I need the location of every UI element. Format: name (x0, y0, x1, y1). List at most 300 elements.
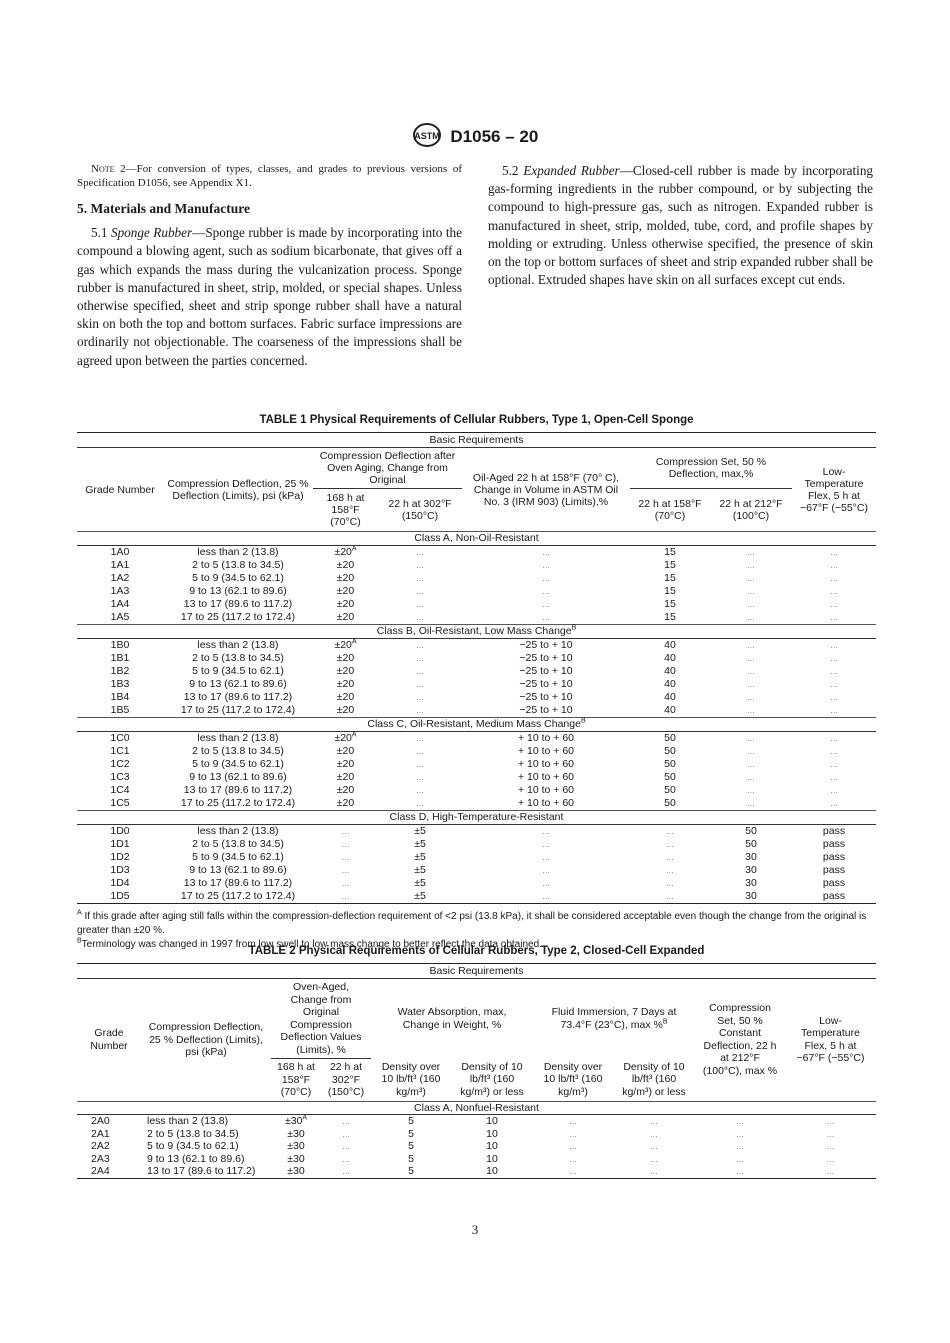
fluid-b-cell: ... (650, 1141, 658, 1151)
aging-a-cell: ±20 (336, 585, 355, 597)
set-a-cell: 15 (664, 572, 676, 584)
table-row (77, 678, 876, 691)
table-row (77, 704, 876, 718)
section-heading: 5. Materials and Manufacture (77, 201, 250, 216)
flex-cell: ... (826, 1153, 835, 1164)
deflection-cell: 2 to 5 (13.8 to 34.5) (192, 559, 284, 571)
grade-cell: 1D5 (110, 890, 130, 902)
aging-a-cell: ±20 (336, 572, 355, 584)
fluid-a-cell: ... (569, 1128, 577, 1139)
deflection-cell: 2 to 5 (13.8 to 34.5) (192, 745, 284, 757)
paragraph-5-1: 5.1 Sponge Rubber—Sponge rubber is made by incorporating into the compound a blowing agent, such as sodium bicarbonate, that gives off a gas which expands the mass during the vulcanization process. Sponge rubber is manufactured in sheet, strip, molded, or special shapes. Unless otherwise specified, sheet and strip sponge rubber shall have a natural skin on both the top and bottom surfaces. Fabric surface impressions are ordinarily not objectionable. The coarseness of the impressions shall be agreed upon between the parties concerned. (77, 225, 462, 368)
aging-a-cell: ... (341, 878, 350, 888)
deflection-cell: 9 to 13 (62.1 to 89.6) (189, 585, 287, 597)
aging-a-cell: ±20 (336, 758, 355, 770)
grade-cell: 1D2 (110, 851, 130, 863)
page-number: 3 (471, 1222, 479, 1237)
water-b-cell: 10 (486, 1127, 498, 1140)
flex-cell: ... (830, 772, 838, 782)
water-a-cell: 5 (408, 1115, 414, 1127)
aging-b-cell: ... (416, 705, 424, 715)
deflection-cell: less than 2 (13.8) (197, 639, 279, 651)
aging-a-cell: ±20 (336, 652, 355, 664)
grade-cell: 1B5 (110, 704, 130, 716)
flex-cell: pass (822, 890, 846, 902)
set-b-cell: 30 (745, 877, 757, 889)
oven-b-cell: ... (342, 1128, 350, 1139)
note-2: Note 2—For conversion of types, classes, and grades to previous versions of Specification D1056, see Appendix X1. (77, 163, 462, 189)
aging-b-cell: ... (416, 679, 424, 689)
flex-cell: ... (830, 586, 838, 596)
table-row (77, 784, 876, 797)
aging-a-cell: ±20 (336, 745, 355, 757)
flex-cell: ... (830, 746, 838, 756)
table-row (77, 797, 876, 811)
table-2-caption: TABLE 2 Physical Requirements of Cellular Rubbers, Type 2, Closed-Cell Expanded (248, 945, 705, 957)
table-row (77, 559, 876, 572)
footnote-b: $^B$Terminology was changed in 1997 from low swell to low mass change to better reflect the data obtained. (77, 937, 542, 950)
table-row (77, 1140, 876, 1153)
deflection-cell: 17 to 25 (117.2 to 172.4) (180, 704, 296, 716)
deflection-cell: 9 to 13 (62.1 to 89.6) (147, 1152, 245, 1165)
grade-cell: 1A2 (110, 572, 130, 584)
water-a-cell: 5 (408, 1165, 414, 1177)
flex-cell: ... (830, 798, 838, 808)
grade-cell: 1D1 (110, 838, 130, 850)
set-cell: ... (736, 1141, 744, 1151)
water-b-cell: 10 (486, 1115, 498, 1127)
aging-b-cell: ... (416, 746, 424, 756)
set-b-cell: ... (747, 666, 755, 676)
aging-a-cell: ... (341, 865, 350, 875)
oil-cell: ... (542, 560, 550, 570)
grade-cell: 1B3 (110, 678, 130, 690)
grade-cell: 1A3 (110, 585, 130, 597)
flex-cell: ... (830, 692, 838, 702)
oil-cell: + 10 to + 60 (517, 745, 575, 757)
table-row (77, 691, 876, 704)
aging-b-cell: ... (416, 666, 424, 676)
set-a-cell: 50 (664, 797, 676, 809)
table-row (77, 732, 876, 746)
fluid-a-cell: ... (569, 1116, 577, 1126)
t2-col-fluid-b: Density of 10 lb/ft³ (160 kg/m³) or less (622, 1060, 686, 1098)
oven-a-cell: ±30 (287, 1127, 305, 1140)
oven-b-cell: ... (342, 1141, 350, 1151)
deflection-cell: 5 to 9 (34.5 to 62.1) (192, 758, 284, 770)
set-b-cell: ... (747, 599, 755, 609)
set-a-cell: ... (666, 839, 674, 849)
flex-cell: ... (830, 640, 838, 650)
col-aging-b: 22 h at 302°F (150°C) (388, 498, 452, 522)
col-set: Compression Set, 50 % Deflection, max,% (630, 448, 792, 489)
oil-cell: ... (542, 573, 550, 583)
set-b-cell: ... (747, 772, 755, 782)
t2-col-oven-b: 22 h at 302°F (150°C) (327, 1061, 365, 1098)
grade-cell: 1B2 (110, 665, 130, 677)
set-b-cell: ... (747, 705, 755, 715)
fluid-a-cell: ... (569, 1166, 577, 1176)
aging-a-cell: $\pm 20^A$ (334, 545, 357, 558)
set-b-cell: ... (747, 612, 755, 622)
table-row (77, 745, 876, 758)
oil-cell: −25 to + 10 (519, 639, 573, 651)
set-a-cell: 40 (664, 704, 676, 716)
deflection-cell: less than 2 (13.8) (197, 546, 279, 558)
grade-cell: 1A0 (110, 546, 130, 558)
table-row (77, 825, 876, 839)
grade-cell: 2A2 (91, 1140, 110, 1152)
aging-a-cell: ±20 (336, 771, 355, 783)
aging-a-cell: ±20 (336, 784, 355, 796)
fluid-b-cell: ... (650, 1128, 658, 1139)
set-b-cell: ... (747, 759, 755, 769)
class-c-header: Class C, Oil-Resistant, Medium Mass Change$^B$ (77, 718, 876, 732)
table-row (77, 758, 876, 771)
deflection-cell: 13 to 17 (89.6 to 117.2) (147, 1165, 256, 1177)
t2-col-water-a: Density over 10 lb/ft³ (160 kg/m³) (381, 1060, 441, 1098)
deflection-cell: 5 to 9 (34.5 to 62.1) (192, 665, 284, 677)
set-b-cell: ... (747, 785, 755, 795)
t2-class-a-header: Class A, Nonfuel-Resistant (77, 1101, 876, 1115)
water-a-cell: 5 (408, 1127, 414, 1140)
grade-cell: 1B1 (110, 652, 130, 664)
set-a-cell: 40 (664, 652, 676, 664)
aging-a-cell: $\pm 20^A$ (334, 638, 357, 651)
oven-b-cell: ... (342, 1153, 350, 1164)
table-row (77, 665, 876, 678)
flex-cell: ... (830, 573, 838, 583)
table-1 (77, 414, 876, 952)
aging-b-cell: ±5 (414, 864, 426, 876)
table-row (77, 546, 876, 560)
deflection-cell: 13 to 17 (89.6 to 117.2) (183, 598, 293, 610)
t2-col-water: Water Absorption, max, Change in Weight, % (397, 1006, 507, 1031)
deflection-cell: 9 to 13 (62.1 to 89.6) (189, 864, 287, 876)
flex-cell: ... (830, 612, 838, 622)
set-b-cell: ... (747, 733, 755, 743)
set-a-cell: ... (666, 826, 674, 836)
t2-col-fluid-a: Density over 10 lb/ft³ (160 kg/m³) (543, 1060, 603, 1098)
oil-cell: ... (542, 599, 550, 609)
deflection-cell: 5 to 9 (34.5 to 62.1) (192, 851, 284, 863)
t2-col-flex: Low-Temperature Flex, 5 h at −67°F (−55°C) (796, 1014, 865, 1065)
table-row (77, 572, 876, 585)
aging-b-cell: ... (416, 560, 424, 570)
table-1-caption: TABLE 1 Physical Requirements of Cellular Rubbers, Type 1, Open-Cell Sponge (259, 414, 694, 426)
water-b-cell: 10 (486, 1165, 498, 1177)
set-a-cell: 15 (664, 559, 676, 571)
oil-cell: −25 to + 10 (519, 652, 573, 664)
oven-a-cell: ±30 (287, 1165, 305, 1177)
aging-b-cell: ... (416, 573, 424, 583)
grade-cell: 1C5 (110, 797, 130, 809)
aging-b-cell: ... (416, 653, 424, 663)
t2-col-oven-a: 168 h at 158°F (70°C) (277, 1061, 315, 1098)
set-a-cell: 15 (664, 585, 676, 597)
water-a-cell: 5 (408, 1152, 414, 1165)
fluid-a-cell: ... (569, 1141, 577, 1151)
col-flex: Low-Temperature Flex, 5 h at −67°F (−55°C) (800, 465, 868, 514)
aging-a-cell: ... (341, 839, 350, 849)
set-a-cell: 40 (664, 691, 676, 703)
grade-cell: 2A0 (91, 1115, 110, 1127)
oil-cell: −25 to + 10 (519, 691, 573, 703)
set-b-cell: ... (747, 653, 755, 663)
set-a-cell: 50 (664, 732, 676, 744)
deflection-cell: less than 2 (13.8) (147, 1115, 229, 1127)
table-1-grid (77, 432, 876, 904)
aging-b-cell: ±5 (414, 825, 426, 837)
t2-col-oven: Oven-Aged, Change from Original Compression Deflection Values (Limits), % (271, 979, 371, 1059)
aging-a-cell: ±20 (336, 678, 355, 690)
table-row (77, 864, 876, 877)
oven-a-cell: $\pm 30^A$ (284, 1114, 308, 1127)
deflection-cell: 17 to 25 (117.2 to 172.4) (180, 611, 296, 623)
table-row (77, 838, 876, 851)
deflection-cell: 13 to 17 (89.6 to 117.2) (183, 784, 293, 796)
grade-cell: 1A5 (110, 611, 130, 623)
table-row (77, 652, 876, 665)
oil-cell: ... (542, 865, 550, 875)
col-grade: Grade Number (85, 483, 155, 496)
t2-col-set: Compression Set, 50 % Constant Deflection, 22 h at 212°F (100°C), max % (702, 1002, 778, 1077)
t2-basic-requirements: Basic Requirements (77, 964, 876, 979)
flex-cell: pass (822, 838, 846, 850)
svg-text:ASTM: ASTM (413, 131, 440, 141)
aging-a-cell: ±20 (336, 797, 355, 809)
oil-cell: ... (542, 878, 550, 888)
grade-cell: 2A1 (91, 1127, 110, 1140)
flex-cell: pass (822, 851, 846, 863)
aging-b-cell: ... (416, 640, 424, 650)
deflection-cell: 2 to 5 (13.8 to 34.5) (192, 838, 284, 850)
grade-cell: 1C1 (110, 745, 130, 757)
col-aging-a: 168 h at 158°F (70°C) (326, 492, 365, 528)
oil-cell: ... (542, 839, 550, 849)
aging-b-cell: ±5 (414, 877, 426, 889)
grade-cell: 1C3 (110, 771, 130, 783)
set-b-cell: ... (747, 640, 755, 650)
set-b-cell: ... (747, 679, 755, 689)
aging-a-cell: ±20 (336, 704, 355, 716)
aging-a-cell: ... (341, 826, 350, 836)
table-row (77, 1128, 876, 1141)
right-column (488, 162, 873, 289)
table-row (77, 585, 876, 598)
aging-b-cell: ±5 (414, 890, 426, 902)
oven-b-cell: ... (342, 1116, 350, 1126)
grade-cell: 1D3 (110, 864, 130, 876)
grade-cell: 1C4 (110, 784, 130, 796)
aging-b-cell: ... (416, 759, 424, 769)
set-a-cell: 50 (664, 784, 676, 796)
set-b-cell: 50 (745, 838, 757, 850)
aging-a-cell: ±20 (336, 611, 355, 623)
set-b-cell: ... (747, 560, 755, 570)
table-row (77, 877, 876, 890)
table-row (77, 1153, 876, 1166)
set-a-cell: 15 (664, 598, 676, 610)
oil-cell: + 10 to + 60 (517, 758, 575, 770)
table-row (77, 598, 876, 611)
set-b-cell: ... (747, 692, 755, 702)
t2-col-fluid: Fluid Immersion, 7 Days at 73.4°F (23°C), max %$^B$ (551, 1006, 677, 1031)
oil-cell: −25 to + 10 (519, 704, 573, 716)
aging-a-cell: ±20 (336, 665, 355, 677)
table-row (77, 771, 876, 784)
grade-cell: 1B0 (110, 639, 130, 651)
col-oil: Oil-Aged 22 h at 158°F (70° C), Change in Volume in ASTM Oil No. 3 (IRM 903) (Limits),% (472, 471, 620, 508)
flex-cell: ... (826, 1141, 835, 1151)
aging-b-cell: ... (416, 692, 424, 702)
set-b-cell: 50 (745, 825, 757, 837)
oil-cell: + 10 to + 60 (517, 732, 575, 744)
grade-cell: 1C2 (110, 758, 130, 770)
table-2 (77, 945, 876, 1179)
deflection-cell: 17 to 25 (117.2 to 172.4) (180, 797, 296, 809)
set-b-cell: 30 (745, 851, 757, 863)
aging-a-cell: ±20 (336, 691, 355, 703)
fluid-b-cell: ... (650, 1153, 658, 1164)
left-column (77, 162, 462, 370)
aging-b-cell: ... (416, 785, 424, 795)
set-a-cell: 40 (664, 665, 676, 677)
set-b-cell: 30 (745, 890, 757, 902)
set-a-cell: 40 (664, 678, 676, 690)
flex-cell: ... (826, 1128, 835, 1139)
aging-b-cell: ... (416, 599, 424, 609)
aging-b-cell: ... (416, 586, 424, 596)
fluid-a-cell: ... (569, 1153, 577, 1164)
table-row (77, 890, 876, 904)
flex-cell: ... (830, 560, 838, 570)
set-cell: ... (736, 1116, 744, 1126)
set-a-cell: 50 (664, 745, 676, 757)
fluid-b-cell: ... (650, 1116, 658, 1126)
oven-b-cell: ... (342, 1166, 350, 1176)
col-set-b: 22 h at 212°F (100°C) (719, 498, 783, 522)
set-cell: ... (736, 1153, 744, 1164)
aging-a-cell: ... (341, 852, 350, 862)
grade-cell: 1D4 (110, 877, 130, 889)
set-a-cell: ... (666, 852, 674, 862)
document-header (0, 122, 950, 153)
oil-cell: + 10 to + 60 (517, 771, 575, 783)
aging-b-cell: ... (416, 798, 424, 808)
grade-cell: 2A4 (91, 1165, 110, 1177)
astm-logo-icon (412, 122, 442, 153)
oil-cell: −25 to + 10 (519, 678, 573, 690)
basic-requirements: Basic Requirements (77, 433, 876, 448)
deflection-cell: 2 to 5 (13.8 to 34.5) (147, 1127, 239, 1140)
table-row (77, 611, 876, 625)
table-row (77, 1115, 876, 1128)
aging-a-cell: ... (341, 891, 350, 901)
oil-cell: ... (542, 852, 550, 862)
set-a-cell: ... (666, 865, 674, 875)
deflection-cell: less than 2 (13.8) (197, 732, 279, 744)
paragraph-5-2: 5.2 Expanded Rubber—Closed-cell rubber is made by incorporating gas-forming ingredients in the rubber compound, or by subjecting the compound to high-pressure gas, such as nitrogen. Expanded rubber is manufactured in sheet, strip, molded, tube, cord, and profile shapes by molding or extruding. Unless otherwise specified, the presence of skin on the top or bottom surfaces of sheet and strip expanded rubber shall be optional. Extruded shapes have skin on all surfaces except cut ends. (488, 163, 874, 288)
flex-cell: pass (822, 864, 846, 876)
water-b-cell: 10 (486, 1152, 498, 1165)
oil-cell: ... (542, 547, 550, 557)
set-a-cell: 15 (664, 546, 676, 558)
t2-col-grade: Grade Number (90, 1027, 128, 1052)
class-d-header: Class D, High-Temperature-Resistant (77, 811, 876, 825)
aging-b-cell: ±5 (414, 838, 426, 850)
grade-cell: 1B4 (110, 691, 130, 703)
grade-cell: 2A3 (91, 1152, 110, 1165)
oil-cell: + 10 to + 60 (517, 784, 575, 796)
oil-cell: + 10 to + 60 (517, 797, 575, 809)
table-row (77, 1165, 876, 1178)
aging-b-cell: ±5 (414, 851, 426, 863)
aging-b-cell: ... (416, 772, 424, 782)
set-a-cell: 15 (664, 611, 676, 623)
deflection-cell: 5 to 9 (34.5 to 62.1) (147, 1140, 239, 1152)
oil-cell: ... (542, 612, 550, 622)
flex-cell: ... (830, 679, 838, 689)
col-set-a: 22 h at 158°F (70°C) (638, 498, 702, 522)
oil-cell: −25 to + 10 (519, 665, 573, 677)
t2-col-deflection: Compression Deflection, 25 % Deflection (Limits), psi (kPa) (148, 1021, 264, 1058)
table-2-grid (77, 963, 876, 1179)
grade-cell: 1D0 (110, 825, 130, 837)
aging-a-cell: $\pm 20^A$ (334, 731, 357, 744)
flex-cell: ... (830, 705, 838, 715)
deflection-cell: 5 to 9 (34.5 to 62.1) (192, 572, 284, 584)
flex-cell: ... (826, 1116, 835, 1126)
grade-cell: 1A4 (110, 598, 130, 610)
oil-cell: ... (542, 586, 550, 596)
flex-cell: ... (830, 733, 838, 743)
deflection-cell: 9 to 13 (62.1 to 89.6) (189, 771, 287, 783)
flex-cell: ... (830, 547, 838, 557)
set-a-cell: 50 (664, 771, 676, 783)
set-cell: ... (736, 1128, 744, 1139)
water-a-cell: 5 (408, 1140, 414, 1152)
flex-cell: ... (830, 666, 838, 676)
flex-cell: ... (830, 599, 838, 609)
aging-b-cell: ... (416, 547, 424, 557)
deflection-cell: 2 to 5 (13.8 to 34.5) (192, 652, 284, 664)
set-cell: ... (736, 1166, 744, 1176)
set-b-cell: ... (747, 586, 755, 596)
set-b-cell: ... (747, 798, 755, 808)
flex-cell: ... (830, 653, 838, 663)
set-a-cell: ... (666, 878, 674, 888)
oil-cell: ... (542, 826, 550, 836)
oil-cell: ... (542, 891, 550, 901)
aging-b-cell: ... (416, 733, 424, 743)
water-b-cell: 10 (486, 1140, 498, 1152)
class-a-header: Class A, Non-Oil-Resistant (77, 532, 876, 546)
flex-cell: ... (830, 785, 838, 795)
aging-b-cell: ... (416, 612, 424, 622)
deflection-cell: 13 to 17 (89.6 to 117.2) (183, 877, 293, 889)
flex-cell: ... (826, 1166, 835, 1176)
fluid-b-cell: ... (650, 1166, 658, 1176)
grade-cell: 1A1 (110, 559, 130, 571)
deflection-cell: 17 to 25 (117.2 to 172.4) (180, 890, 296, 902)
set-b-cell: ... (747, 547, 755, 557)
set-b-cell: 30 (745, 864, 757, 876)
footnote-a: $^A$ If this grade after aging still falls within the compression-deflection requirement of <2 psi (13.8 kPa), it shall be considered acceptable even though the change from the original is greater than ±20 %. (77, 909, 867, 936)
grade-cell: 1C0 (110, 732, 130, 744)
aging-a-cell: ±20 (336, 559, 355, 571)
set-a-cell: ... (666, 891, 674, 901)
